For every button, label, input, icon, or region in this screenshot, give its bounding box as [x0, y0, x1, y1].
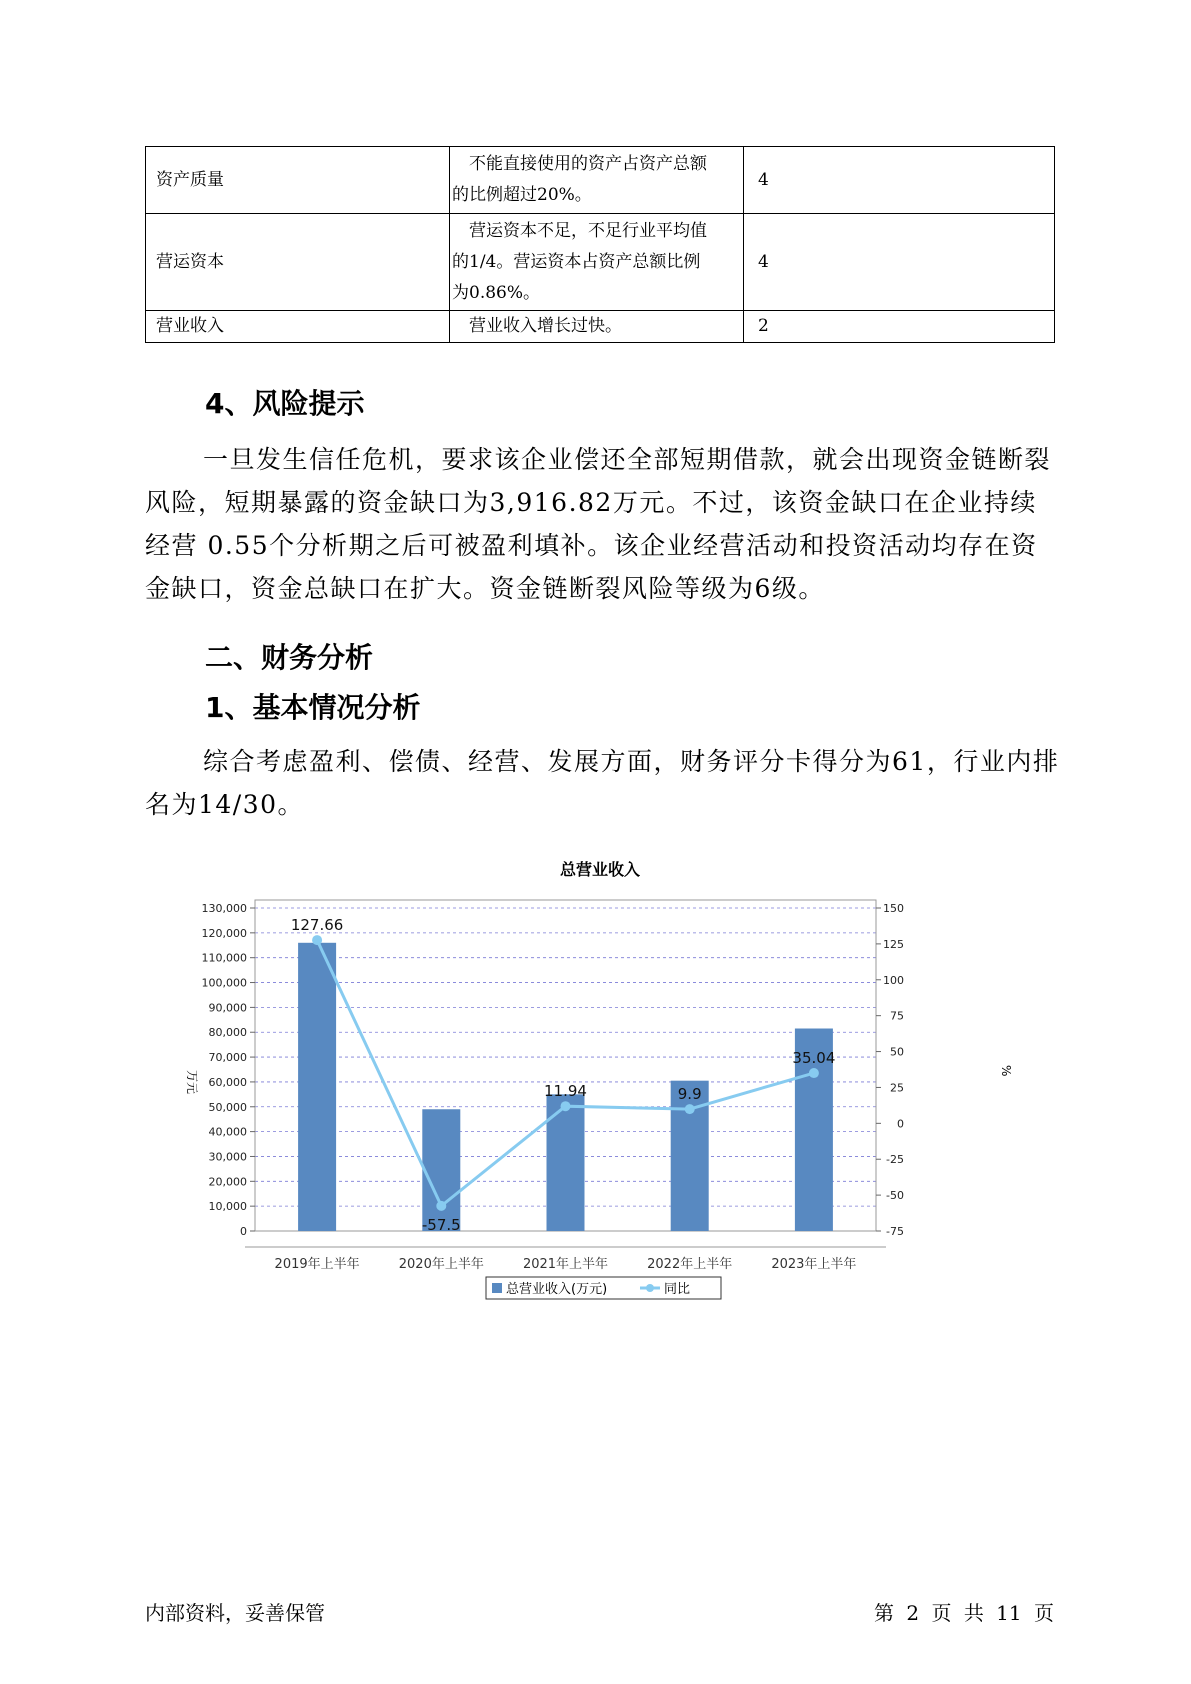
table-cell-score: 4	[744, 214, 1055, 311]
basic-analysis-paragraph: 综合考虑盈利、偿债、经营、发展方面，财务评分卡得分为61，行业内排名为14/30。	[145, 747, 1060, 819]
y-left-tick-label: 60,000	[208, 1075, 247, 1089]
y-left-tick-label: 40,000	[208, 1125, 247, 1139]
y-right-tick-label: 0	[897, 1117, 904, 1131]
table-row	[146, 311, 1055, 343]
chart-title: 总营业收入	[559, 860, 641, 879]
basic-analysis-heading: 1、基本情况分析	[205, 691, 421, 724]
y-right-tick-label: 50	[890, 1045, 904, 1059]
yoy-data-label: 9.9	[677, 1085, 702, 1104]
legend-line-marker	[646, 1284, 654, 1292]
y-right-tick-label: -50	[886, 1189, 904, 1203]
yoy-point	[809, 1068, 819, 1078]
y-right-tick-label: 125	[883, 937, 904, 951]
yoy-data-label: 35.04	[792, 1049, 836, 1068]
yoy-data-label: 11.94	[544, 1082, 587, 1101]
description-line: 的比例超过20%。	[452, 185, 592, 205]
risk-paragraph: 一旦发生信任危机，要求该企业偿还全部短期借款，就会出现资金链断裂风险，短期暴露的资金缺口为3,916.82万元。不过，该资金缺口在企业持续经营 0.55个分析期之后可被盈利填补。该企业经营活动和投资活动均存在资金缺口，资金总缺口在扩大。资金链断裂风险等级为6级。	[145, 445, 1052, 603]
description-line: 营业收入增长过快。	[452, 316, 622, 336]
risk-section-heading: 4、风险提示	[205, 387, 365, 420]
yoy-point	[561, 1101, 571, 1111]
yoy-point	[312, 935, 322, 945]
footer-page-number: 第 2 页 共 11 页	[874, 1601, 1054, 1625]
x-tick-label: 2019年上半年	[274, 1257, 360, 1272]
y-left-tick-label: 20,000	[208, 1175, 247, 1189]
x-tick-label: 2022年上半年	[647, 1257, 733, 1272]
description-line: 不能直接使用的资产占资产总额	[452, 154, 707, 174]
y-right-tick-label: -75	[886, 1225, 904, 1238]
revenue-bar	[422, 1109, 460, 1231]
yoy-data-label: 127.66	[290, 916, 344, 935]
table-cell-score: 4	[744, 147, 1055, 214]
table-row	[146, 147, 1055, 214]
revenue-bar	[671, 1081, 709, 1231]
y-left-tick-label: 10,000	[208, 1200, 247, 1214]
y-left-tick-label: 80,000	[208, 1026, 247, 1040]
revenue-chart	[180, 855, 1013, 1319]
table-cell-description	[450, 311, 744, 343]
y-left-tick-label: 70,000	[208, 1051, 247, 1065]
y-right-tick-label: 100	[883, 973, 904, 987]
y-right-tick-label: 150	[883, 902, 904, 915]
y-left-tick-label: 50,000	[208, 1100, 247, 1114]
yoy-point	[685, 1104, 695, 1114]
description-line: 的1/4。营运资本占资产总额比例	[452, 251, 701, 272]
y-right-tick-label: 75	[890, 1009, 904, 1023]
y-left-tick-label: 120,000	[201, 926, 247, 940]
table-cell-description	[450, 214, 744, 311]
yoy-point	[436, 1201, 446, 1211]
chart-legend	[486, 1277, 721, 1299]
revenue-bar	[298, 943, 336, 1231]
description-line: 营运资本不足，不足行业平均值	[452, 220, 707, 241]
table-cell-description	[450, 147, 744, 214]
legend-bar-swatch	[492, 1283, 502, 1293]
x-tick-label: 2023年上半年	[771, 1257, 857, 1272]
y-left-tick-label: 110,000	[201, 951, 247, 965]
revenue-chart-svg	[180, 855, 1013, 1315]
risk-indicator-table	[145, 146, 1055, 343]
y-left-tick-label: 130,000	[201, 902, 247, 915]
y-left-tick-label: 100,000	[201, 976, 247, 990]
revenue-bar	[547, 1094, 585, 1231]
y-left-tick-label: 90,000	[208, 1001, 247, 1015]
footer-confidential: 内部资料，妥善保管	[145, 1601, 325, 1625]
table-cell-item: 营运资本	[146, 214, 450, 311]
yoy-data-label: -57.5	[421, 1215, 461, 1234]
table-row	[146, 214, 1055, 311]
x-tick-label: 2021年上半年	[522, 1257, 609, 1272]
table-cell-item: 营业收入	[146, 311, 450, 343]
finance-section-heading: 二、财务分析	[205, 641, 374, 674]
table-cell-score: 2	[744, 311, 1055, 343]
legend-line-label: 同比	[664, 1282, 691, 1297]
table-cell-item: 资产质量	[146, 147, 450, 214]
y-axis-right-label: %	[999, 1065, 1013, 1077]
legend-bar-label: 总营业收入(万元)	[506, 1282, 608, 1297]
description-line: 为0.86%。	[452, 282, 541, 303]
y-right-tick-label: 25	[890, 1081, 904, 1095]
y-axis-left-label: 万元	[185, 1070, 199, 1095]
y-left-tick-label: 0	[240, 1225, 247, 1238]
y-right-tick-label: -25	[886, 1153, 904, 1167]
y-left-tick-label: 30,000	[208, 1150, 247, 1164]
x-tick-label: 2020年上半年	[398, 1257, 484, 1272]
